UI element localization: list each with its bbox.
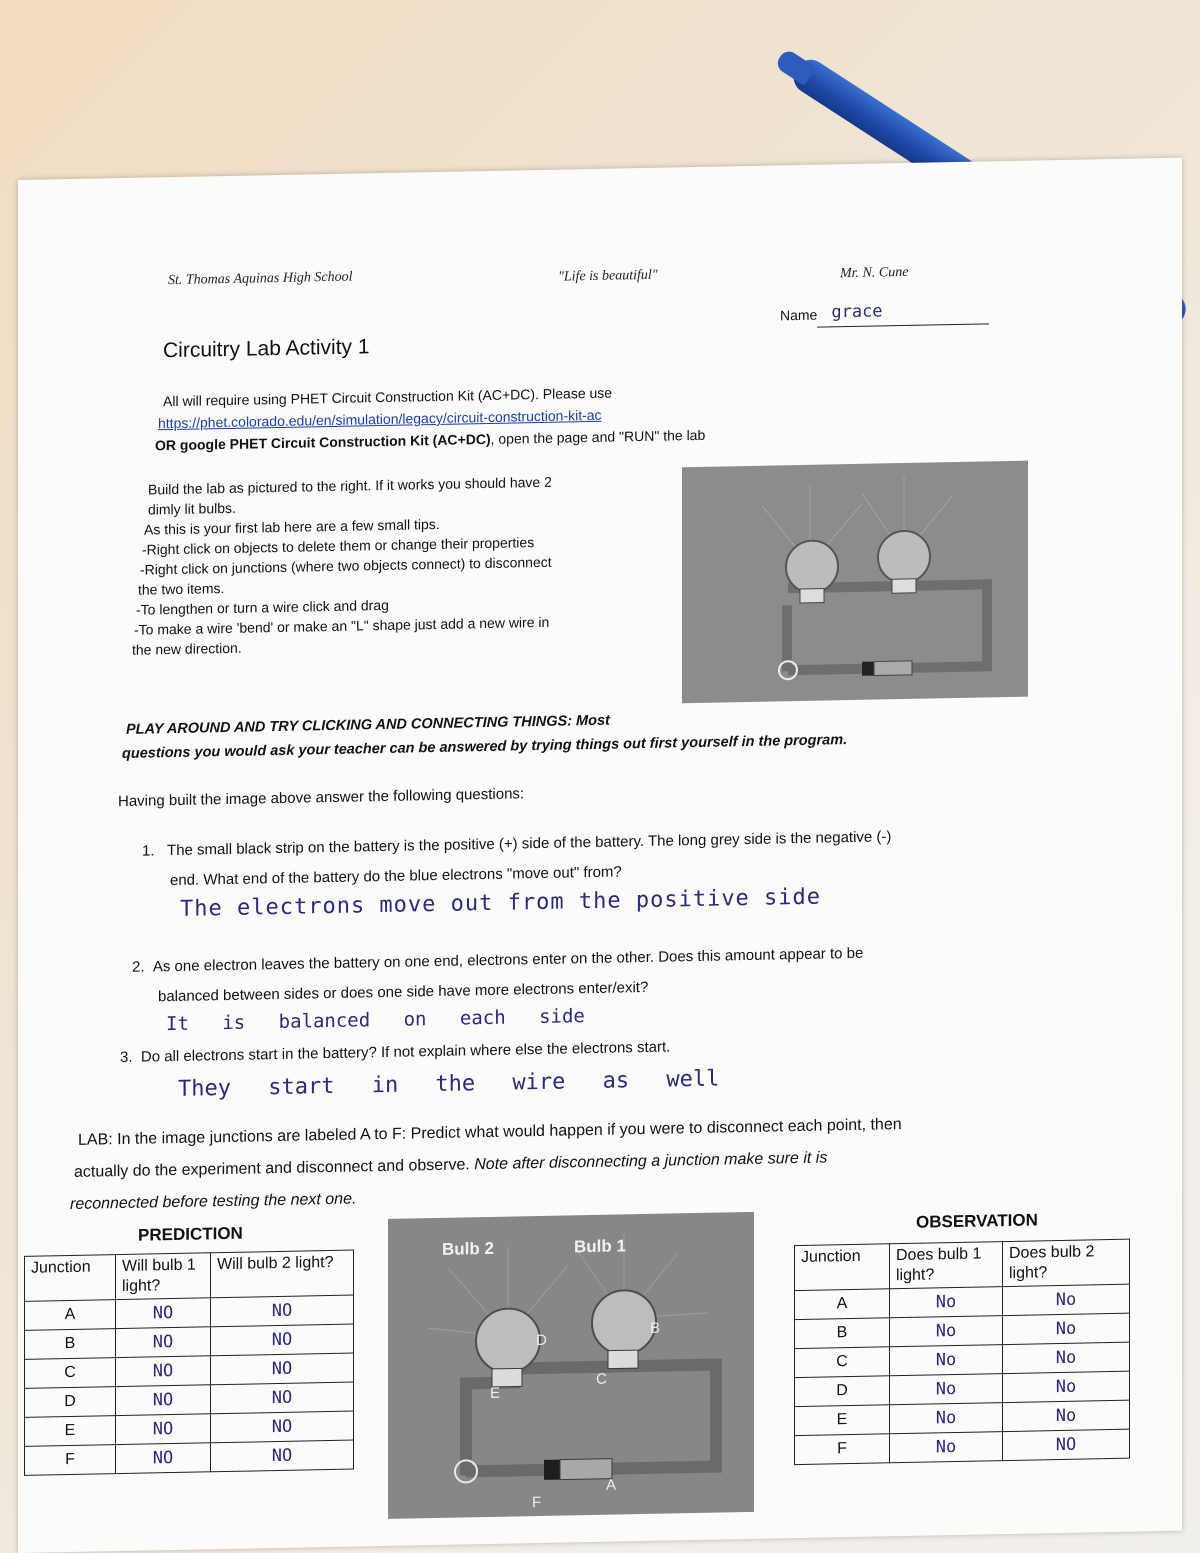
header-junction: Junction	[795, 1244, 890, 1291]
circuit-diagram-small	[682, 461, 1028, 704]
school-name: St. Thomas Aquinas High School	[168, 269, 353, 289]
instruction-line: -Right click on objects to delete them or change their properties	[142, 534, 535, 558]
answer-cell: NO	[116, 1385, 211, 1416]
answer-cell: NO	[211, 1411, 354, 1443]
observation-table	[794, 1239, 1130, 1465]
instruction-line: Build the lab as pictured to the right. If it works you should have 2	[148, 473, 552, 498]
table-row	[795, 1429, 1130, 1464]
junction-cell: A	[25, 1300, 116, 1331]
header-junction: Junction	[25, 1255, 116, 1302]
question-1-cont: end. What end of the battery do the blue electrons "move out" from?	[170, 863, 622, 890]
name-label: Name	[780, 306, 818, 324]
header-bulb-2: Will bulb 2 light?	[211, 1250, 354, 1298]
answer-cell: NO	[211, 1295, 354, 1327]
instruction-line: As this is your first lab here are a few small tips.	[144, 515, 440, 538]
answer-cell: No	[1003, 1284, 1130, 1315]
name-line	[817, 303, 989, 327]
answer-cell: No	[890, 1316, 1003, 1347]
table-row	[25, 1440, 354, 1475]
teacher-name: Mr. N. Cune	[840, 264, 909, 282]
lab-note: Note after disconnecting a junction make sure it is	[474, 1149, 828, 1174]
lab-instruction: actually do the experiment and disconnect and observe.	[74, 1156, 475, 1181]
circuit-screenshot-small	[682, 461, 1028, 704]
answer-cell: No	[890, 1374, 1003, 1405]
answer-cell: No	[1003, 1400, 1130, 1431]
junction-label-b: B	[650, 1319, 661, 1337]
junction-label-d: D	[536, 1331, 547, 1350]
answer-cell: NO	[211, 1382, 354, 1414]
header-bulb-1: Does bulb 1 light?	[890, 1242, 1003, 1289]
header-bulb-2: Does bulb 2 light?	[1003, 1239, 1130, 1286]
answer-cell: NO	[116, 1356, 211, 1387]
phet-link-text[interactable]: https://phet.colorado.edu/en/simulation/legacy/circuit-construction-kit-ac	[158, 406, 602, 432]
motto: "Life is beautiful"	[558, 267, 658, 285]
questions-intro: Having built the image above answer the following questions:	[118, 785, 525, 811]
prediction-title: PREDICTION	[138, 1223, 243, 1245]
instruction-line: the new direction.	[132, 639, 242, 658]
prediction-table	[24, 1250, 354, 1476]
question-1	[142, 823, 891, 865]
run-hint: , open the page and "RUN" the lab	[490, 426, 706, 447]
play-note-line-1: PLAY AROUND AND TRY CLICKING AND CONNECTING THINGS: Most	[126, 712, 610, 738]
intro-line-1: All will require using PHET Circuit Construction Kit (AC+DC). Please use	[163, 384, 613, 410]
answer-cell: No	[1003, 1371, 1130, 1402]
junction-cell: D	[795, 1376, 890, 1407]
page-title: Circuitry Lab Activity 1	[163, 335, 370, 363]
question-number: 3.	[120, 1048, 133, 1067]
answer-cell: NO	[1003, 1429, 1130, 1460]
junction-cell: E	[795, 1405, 890, 1436]
junction-label-e: E	[490, 1384, 501, 1402]
answer-cell: No	[890, 1345, 1003, 1376]
answer-cell: No	[890, 1287, 1003, 1318]
answer-cell: NO	[116, 1443, 211, 1474]
answer-cell: NO	[211, 1353, 354, 1385]
junction-cell: D	[25, 1387, 116, 1418]
answer-cell: NO	[211, 1440, 354, 1472]
circuit-screenshot-large	[388, 1212, 754, 1519]
bulb-2-label: Bulb 2	[442, 1238, 494, 1259]
play-note-line-2: questions you would ask your teacher can be answered by trying things out first yourself in the program.	[122, 732, 848, 763]
answer-1: The electrons move out from the positive side	[180, 884, 822, 922]
header-bulb-1: Will bulb 1 light?	[116, 1253, 211, 1300]
lab-line-3: reconnected before testing the next one.	[70, 1190, 357, 1214]
question-text: The small black strip on the battery is the positive (+) side of the battery. The long grey side is the negative (-)	[167, 828, 892, 860]
instruction-line: -Right click on junctions (where two objects connect) to disconnect	[140, 553, 552, 578]
bulb-1-label: Bulb 1	[574, 1236, 626, 1257]
question-3	[120, 1033, 670, 1072]
answer-cell: NO	[116, 1327, 211, 1358]
junction-cell: E	[25, 1416, 116, 1447]
instruction-line: -To make a wire 'bend' or make an "L" shape just add a new wire in	[134, 613, 550, 638]
google-hint: OR google PHET Circuit Construction Kit (AC+DC)	[155, 430, 491, 454]
question-text: Do all electrons start in the battery? If not explain where else the electrons start.	[140, 1038, 671, 1066]
question-2	[132, 940, 863, 982]
answer-cell: No	[1003, 1313, 1130, 1344]
observation-title: OBSERVATION	[916, 1210, 1038, 1232]
answer-2: It is balanced on each side	[166, 1005, 585, 1036]
question-text: As one electron leaves the battery on one end, electrons enter on the other. Does this amount appear to be	[152, 944, 864, 976]
question-2-cont: balanced between sides or does one side have more electrons enter/exit?	[158, 978, 649, 1006]
junction-label-c: C	[596, 1370, 607, 1388]
junction-cell: A	[795, 1289, 890, 1320]
worksheet	[18, 158, 1182, 1553]
junction-cell: B	[25, 1329, 116, 1360]
junction-cell: C	[25, 1358, 116, 1389]
junction-cell: C	[795, 1347, 890, 1378]
junction-cell: F	[25, 1445, 116, 1476]
question-number: 2.	[132, 958, 145, 976]
answer-cell: NO	[211, 1324, 354, 1356]
instructions	[132, 470, 668, 660]
answer-cell: No	[1003, 1342, 1130, 1373]
lab-line-1: LAB: In the image junctions are labeled A to F: Predict what would happen if you were to disconnect each point, then	[78, 1116, 902, 1149]
instruction-line: -To lengthen or turn a wire click and drag	[136, 596, 389, 618]
junction-cell: F	[795, 1434, 890, 1465]
question-number: 1.	[142, 842, 155, 860]
name-field	[780, 301, 989, 326]
junction-cell: B	[795, 1318, 890, 1349]
instruction-line: the two items.	[138, 580, 225, 598]
answer-cell: NO	[116, 1414, 211, 1445]
table-header-row	[25, 1250, 354, 1301]
table-header-row	[795, 1239, 1130, 1290]
junction-label-f: F	[532, 1493, 542, 1512]
answer-cell: No	[890, 1432, 1003, 1463]
answer-cell: No	[890, 1403, 1003, 1434]
answer-3: They start in the wire as well	[178, 1066, 720, 1102]
name-handwritten: grace	[831, 301, 883, 323]
junction-label-a: A	[606, 1476, 617, 1494]
answer-cell: NO	[116, 1298, 211, 1329]
instruction-line: dimly lit bulbs.	[148, 499, 236, 518]
